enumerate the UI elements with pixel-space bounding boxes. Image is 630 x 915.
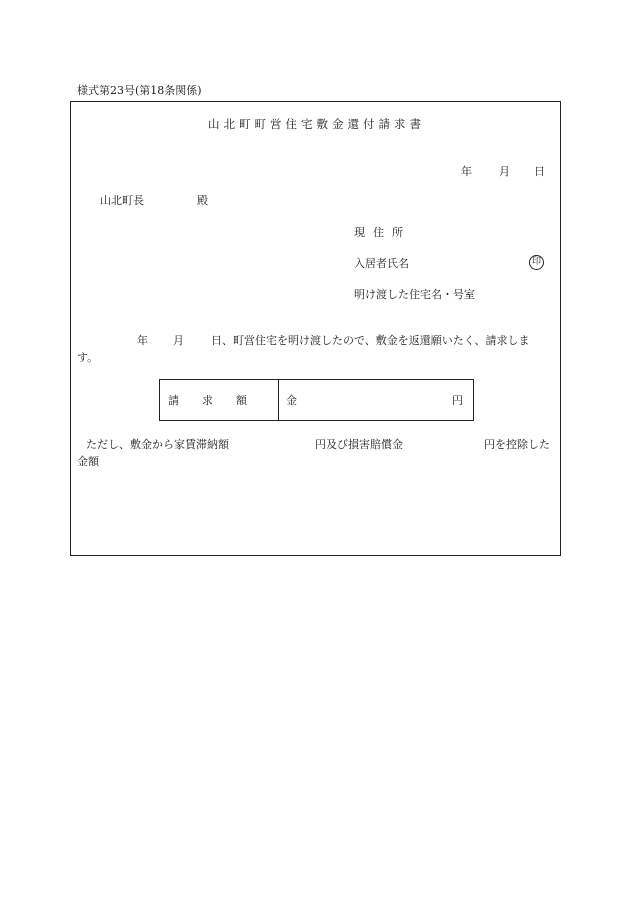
amount-divider: [278, 380, 279, 420]
form-number: 様式第23号(第18条関係): [77, 84, 202, 97]
addressee-name: 山北町長: [100, 194, 144, 207]
request-year-label: 年: [137, 334, 148, 347]
request-month-label: 月: [173, 334, 184, 347]
request-statement-continuation: す。: [77, 351, 99, 364]
note-end: 円を控除した: [484, 438, 550, 451]
vacated-unit-label: 明け渡した住宅名・号室: [354, 288, 475, 301]
document-title: 山北町町営住宅敷金還付請求書: [208, 117, 425, 131]
seal-icon: 印: [529, 255, 544, 270]
current-address-label: 現住所: [354, 226, 411, 239]
resident-name-label: 入居者氏名: [354, 257, 409, 270]
date-month-label: 月: [499, 165, 510, 178]
note-middle: 円及び損害賠償金: [315, 438, 403, 451]
date-day-label: 日: [534, 165, 545, 178]
amount-prefix: 金: [286, 394, 297, 407]
note-continuation: 金額: [77, 455, 99, 468]
amount-label: 請求額: [168, 394, 270, 407]
amount-unit: 円: [452, 394, 463, 407]
date-year-label: 年: [461, 165, 472, 178]
request-statement: 日、町営住宅を明け渡したので、敷金を返還願いたく、請求しま: [211, 334, 530, 347]
note-start: ただし、敷金から家賃滞納額: [86, 438, 229, 451]
amount-box: [159, 379, 474, 421]
form-frame: [70, 101, 561, 556]
addressee-suffix: 殿: [197, 194, 208, 207]
